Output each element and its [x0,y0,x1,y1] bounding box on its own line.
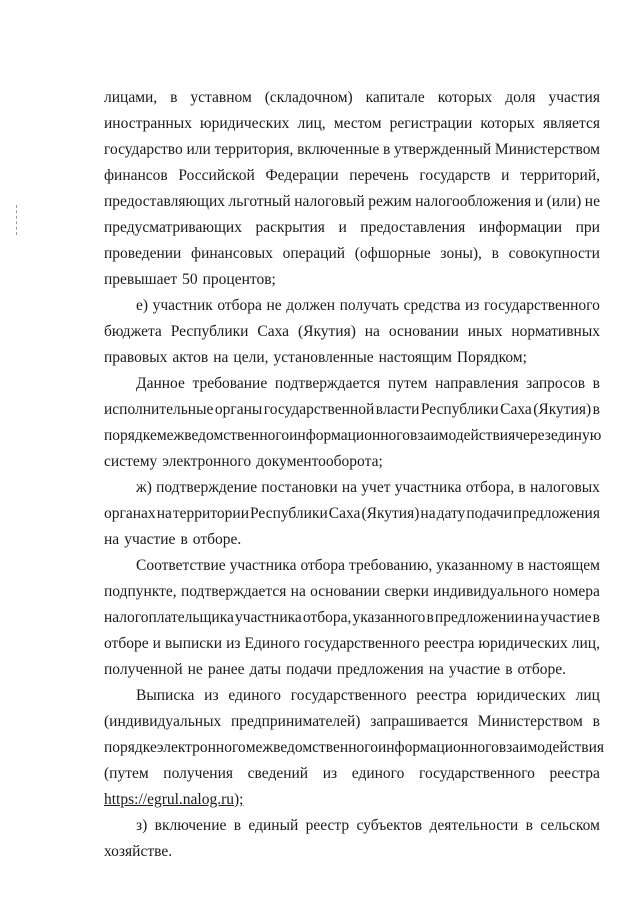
word: не [187,661,203,678]
word: Республики [170,323,249,340]
word: Выписка [136,687,195,704]
word: юридических [476,687,566,704]
word: государственной [263,401,375,418]
word: процентов; [202,271,276,288]
word: не [266,297,282,314]
word: в [491,245,499,262]
word: полученной [104,661,183,678]
word: органы [214,401,263,418]
word: и [338,219,347,236]
word: (офшорные [354,245,431,262]
word: отборе. [517,661,566,678]
word: актов [172,349,209,366]
word: участия [548,89,600,106]
word: капитале [365,89,425,106]
word: сведений [247,765,309,782]
word: единый [248,817,299,834]
word: лиц, [297,115,326,132]
word: в [516,557,525,574]
word: в [592,609,600,626]
text-line [104,738,605,758]
word: в [525,817,533,834]
word: отбора, [302,609,352,626]
word: на [156,505,172,522]
word: даты [249,661,282,678]
word: получения [163,765,234,782]
word: выписки [164,635,223,652]
text-line [136,556,600,576]
text-line [104,608,600,628]
word: утвержденный [394,141,492,158]
word: государство [104,141,183,158]
word: Российской [178,167,255,184]
word: участника [394,479,462,496]
word: нормативных [511,323,600,340]
word: Саха [328,505,361,522]
word: в [426,609,434,626]
word: на [428,661,444,678]
text-line [104,530,600,550]
word: Соответствие [136,557,226,574]
word: предоставляющих [104,193,226,210]
word: подтверждение [156,479,258,496]
word: которых [437,89,493,106]
word: предложения [513,505,600,522]
word: в [518,479,526,496]
word: подачи [466,505,513,522]
word: доля [505,89,536,106]
word: зоны), [440,245,482,262]
word: органах [104,505,156,522]
word: включенные [297,141,380,158]
word: в [592,401,600,418]
word: дату [436,505,466,522]
word: превышает [104,271,178,288]
word: запрашивается [370,713,469,730]
word: учет [361,479,391,496]
text-line [104,270,600,290]
word: государственного [419,765,535,782]
word: на [213,349,229,366]
word: участие [540,609,592,626]
word: власти [375,401,420,418]
text-line [104,218,600,238]
word: из [226,635,241,652]
word: в [180,531,188,548]
word: Данное [136,375,185,392]
word: Министерством [494,141,600,158]
word: (Якутия) [361,505,420,522]
word: и [534,193,544,210]
word: территория, [214,141,294,158]
text-line [104,504,600,524]
link-text[interactable]: https://egrul.nalog.ru); [104,791,244,808]
word: совокупности [508,245,600,262]
word: участие [124,531,176,548]
margin-mark [16,205,18,235]
word: подачи [286,661,332,678]
word: настоящим [378,349,452,366]
word: налоговых [529,479,600,496]
word: хозяйстве. [104,843,173,860]
word: лиц, [571,635,600,652]
word: требованию, [349,557,433,574]
text-line [104,712,600,732]
word: на [104,531,120,548]
word: участие [448,661,501,678]
word: Порядком; [456,349,527,366]
word: указанному [436,557,513,574]
text-line [104,764,600,784]
word: (путем [104,765,149,782]
text-line [104,400,600,420]
word: на [341,479,358,496]
word: государственного [483,297,600,314]
word: или [186,141,211,158]
word: налогоплательщика [104,609,234,626]
word: уставном [190,89,252,106]
word: при [575,219,600,236]
word: электронного [156,739,246,756]
word: которых [480,115,535,132]
word: на [523,609,540,626]
word: информационного [377,739,499,756]
word: государственного [304,635,420,652]
word: в [592,375,600,392]
text-line [104,140,600,160]
text-line [104,88,600,108]
word: местом [333,115,382,132]
word: предусматривающих [104,219,242,236]
word: предоставления [360,219,466,236]
word: участника [229,557,297,574]
word: из [322,765,338,782]
word: постановки [261,479,338,496]
word: участника [234,609,302,626]
word: Министерством [477,713,583,730]
word: ранее [207,661,245,678]
word: юридических [200,115,290,132]
word: единого [351,765,405,782]
word: участник [152,297,213,314]
word: порядке [104,427,157,444]
word: взаимодействия [410,427,516,444]
text-line [104,660,600,680]
word: порядке [104,739,157,756]
word: Саха [500,401,532,418]
word: документооборота; [256,453,383,470]
word: на [420,505,436,522]
word: информации [478,219,563,236]
word: через [515,427,551,444]
word: в [382,141,391,158]
word: средства [403,297,461,314]
word: подтверждается [180,583,287,600]
word: единую [550,427,602,444]
word: и [152,635,161,652]
text-line [136,478,600,498]
word: з) [136,817,148,834]
text-line [104,582,600,602]
word: реестра [549,765,600,782]
word: на [290,583,306,600]
word: реестра [416,687,467,704]
word: не [584,193,600,210]
text-line [104,166,600,186]
text-line [104,192,600,212]
word: 50 [182,271,198,288]
word: бюджета [104,323,162,340]
word: взаимодействия [498,739,605,756]
word: Единого [244,635,300,652]
word: единого [228,687,281,704]
word: налогообложения [415,193,532,210]
word: индивидуального [433,583,549,600]
word: в [592,713,600,730]
word: путем [387,375,428,392]
word: информационного [289,427,411,444]
word: (Якутия) [297,323,356,340]
word: межведомственного [156,427,290,444]
word: должен [286,297,336,314]
word: указанного [352,609,426,626]
word: из [465,297,480,314]
word: правовых [104,349,168,366]
word: государственного [290,687,407,704]
word: включение [154,817,227,834]
word: (индивидуальных [104,713,222,730]
word: установленные [273,349,374,366]
word: территорий, [520,167,600,184]
word: перечень [349,167,409,184]
word: территории [172,505,249,522]
text-line [104,842,600,862]
word: и [501,167,510,184]
word: электронного [162,453,252,470]
text-line [136,686,600,706]
word: основании [388,323,459,340]
word: проведении [104,245,182,262]
text-line [136,816,600,836]
word: финансов [104,167,168,184]
word: запросов [526,375,586,392]
word: в [233,817,242,834]
word: основании [310,583,381,600]
word: лиц [575,687,600,704]
word: е) [136,297,149,314]
word: льготный [228,193,291,210]
word: отбора [217,297,262,314]
word: отборе. [192,531,242,548]
text-line [104,244,600,264]
word: на [364,323,380,340]
text-line [104,322,600,342]
word: субъектов [356,817,423,834]
word: раскрытия [255,219,325,236]
word: подтверждается [274,375,381,392]
word: сверки [384,583,429,600]
word: получать [339,297,400,314]
text-line [104,426,600,446]
word: направления [435,375,519,392]
text-line [104,634,600,654]
word: из [204,687,219,704]
word: иностранных [104,115,192,132]
word: (складочном) [264,89,353,106]
word: номера [552,583,600,600]
word: государств [419,167,491,184]
word: деятельности [429,817,519,834]
word: Республики [250,505,328,522]
word: цели, [233,349,269,366]
word: отбора [300,557,346,574]
word: финансовых [191,245,273,262]
word: предпринимателей) [231,713,361,730]
word: сельском [540,817,600,834]
word: Федерации [265,167,339,184]
word: лицами, [104,89,158,106]
word: настоящем [528,557,600,574]
text-line [104,348,600,368]
word: межведомственного [245,739,378,756]
word: операций [282,245,346,262]
word: в [505,661,513,678]
word: (Якутия) [533,401,592,418]
word: исполнительные [104,401,214,418]
word: подпункте, [104,583,177,600]
text-line [104,452,600,472]
word: предложении [434,609,523,626]
word: Саха [257,323,290,340]
word: Республики [420,401,499,418]
word: отборе [104,635,149,652]
word: режим [368,193,412,210]
word: в [170,89,178,106]
word: требование [192,375,268,392]
text-line [136,374,600,394]
word: регистрации [389,115,473,132]
word: систему [104,453,158,470]
word: отбора, [465,479,515,496]
word: юридических [478,635,568,652]
word: (или) [546,193,582,210]
text-line [136,296,600,316]
word: является [543,115,600,132]
word: ж) [136,479,152,496]
word: предложения [336,661,424,678]
text-line [104,790,600,810]
word: иных [467,323,503,340]
word: реестра [423,635,475,652]
word: налоговый [294,193,365,210]
text-line [104,114,600,134]
word: реестр [305,817,350,834]
